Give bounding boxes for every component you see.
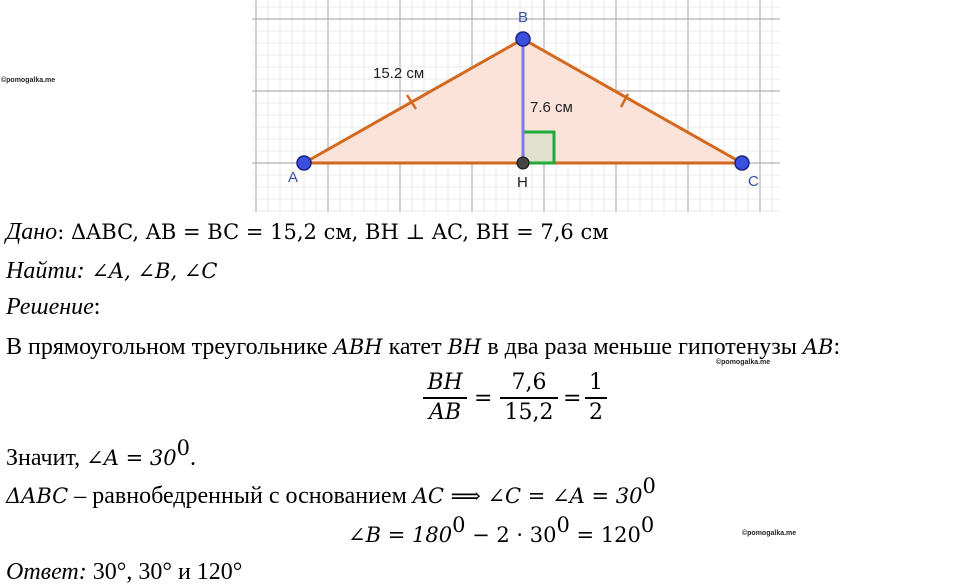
given-label: Дано (6, 219, 58, 245)
math: ∠A = 30 (86, 446, 177, 470)
find-line (6, 257, 218, 285)
given-line (6, 218, 609, 246)
superscript: 0 (556, 513, 570, 537)
text: . (189, 445, 196, 471)
math: ΔABC (6, 484, 69, 508)
vertex-c (735, 156, 749, 170)
watermark: ©pomogalka.me (716, 359, 771, 366)
numerator: 7,6 (511, 370, 547, 395)
solution-label: Решение (6, 294, 94, 320)
math: ∠B = 180 (348, 523, 453, 547)
math: AC ⟹ ∠C = ∠A = 30 (412, 484, 643, 508)
point-h (517, 157, 529, 169)
math: AB (802, 335, 834, 359)
answer-line (6, 558, 242, 586)
solution-line-3 (6, 474, 656, 510)
text: В прямоугольном треугольнике (6, 334, 334, 360)
find-text: ∠A, ∠B, ∠C (84, 259, 218, 283)
watermark: ©pomogalka.me (1, 77, 56, 84)
math: − 2 · 30 (465, 523, 557, 547)
label-c: C (748, 173, 759, 190)
text: Значит, (6, 445, 87, 471)
solution-line-1 (6, 333, 840, 361)
equals-sign: = (474, 386, 493, 411)
given-text: : ΔABC, AB = BC = 15,2 см, BH ⊥ AC, BH = 7,6 см (57, 220, 609, 244)
fraction-bh-ab (423, 369, 467, 427)
label-bh-length: 7.6 см (530, 99, 573, 116)
fraction-one-half (585, 369, 607, 427)
numerator: BH (427, 370, 463, 395)
math: BH (447, 335, 482, 359)
math: = 120 (569, 523, 641, 547)
answer-label: Ответ: (6, 559, 87, 585)
superscript: 0 (640, 513, 655, 537)
equals-sign: = (563, 386, 582, 411)
label-b: B (518, 9, 529, 26)
math: ABH (333, 335, 383, 359)
numerator: 1 (589, 370, 603, 395)
vertex-a (297, 156, 311, 170)
superscript: 0 (176, 436, 190, 460)
label-ab-length: 15.2 см (373, 65, 425, 82)
text: катет (382, 334, 448, 360)
vertex-b (516, 32, 530, 46)
label-h: H (517, 174, 528, 191)
right-angle-marker (523, 132, 554, 163)
superscript: 0 (452, 513, 466, 537)
denominator: 15,2 (504, 400, 554, 425)
superscript: 0 (642, 474, 656, 498)
fraction-values (500, 369, 558, 427)
solution-heading (6, 293, 100, 321)
text: – равнобедренный с основанием (68, 483, 413, 509)
denominator: 2 (589, 400, 603, 425)
solution-colon: : (93, 294, 101, 320)
label-a: A (288, 169, 299, 186)
text: в два раза меньше гипотенузы (481, 334, 803, 360)
solution-line-2 (6, 436, 196, 472)
denominator: AB (428, 400, 462, 425)
triangle-figure (252, 0, 780, 212)
answer-text: 30°, 30° и 120° (86, 559, 243, 585)
text: : (833, 334, 841, 360)
solution-line-4 (348, 513, 655, 549)
watermark: ©pomogalka.me (742, 530, 797, 537)
find-label: Найти: (6, 258, 85, 284)
